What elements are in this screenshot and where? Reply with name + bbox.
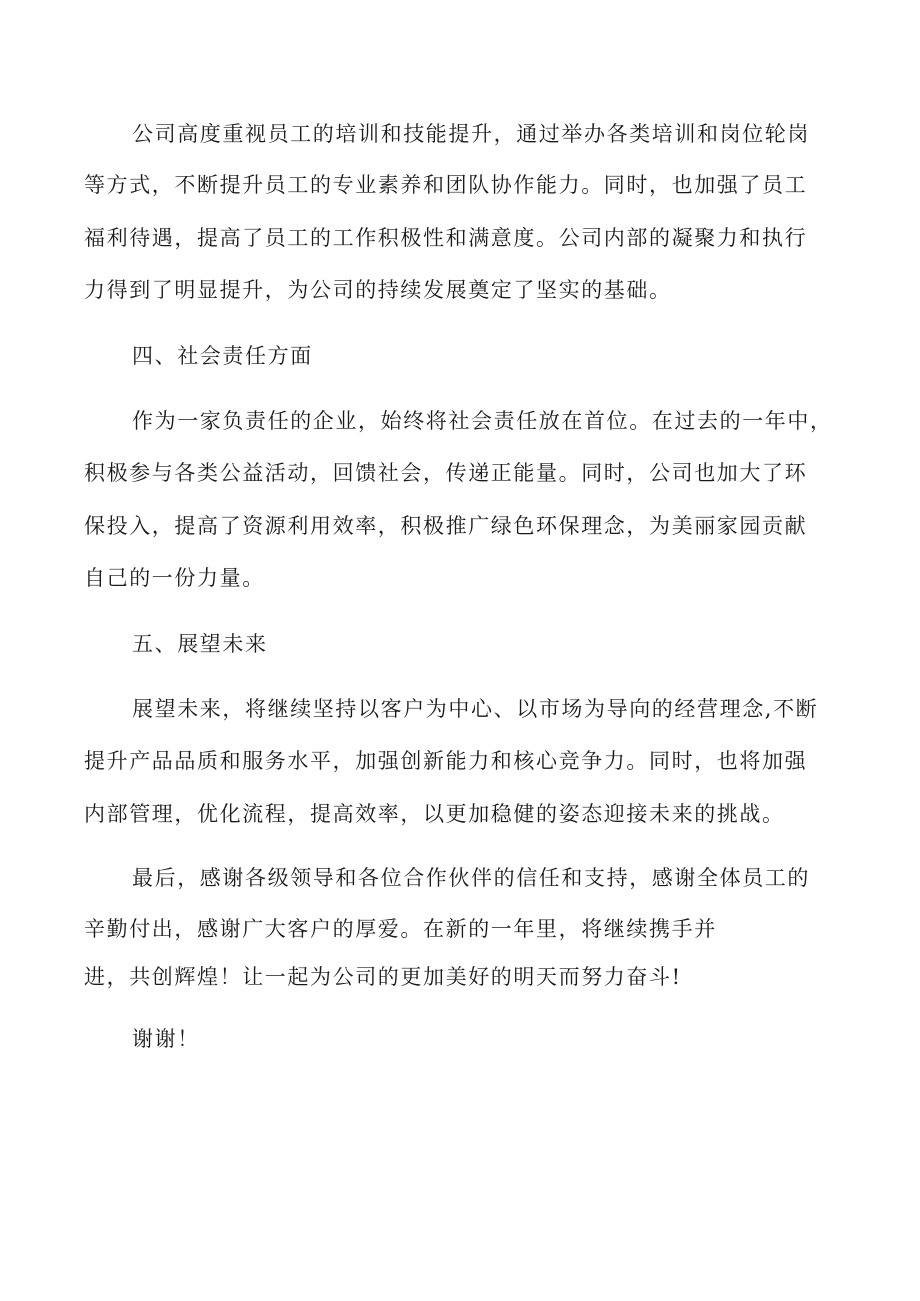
paragraph-outlook-line: 提升产品品质和服务水平，加强创新能力和核心竞争力。同时，也将加强 (84, 749, 808, 773)
paragraph-thanks-line: 辛勤付出，感谢广大客户的厚爱。在新的一年里，将继续携手并 (84, 917, 717, 941)
closing-text: 谢谢！ (132, 1027, 200, 1051)
paragraph-thanks-line: 进，共创辉煌！让一起为公司的更加美好的明天而努力奋斗! (84, 965, 682, 989)
paragraph-thanks-line: 最后，感谢各级领导和各位合作伙伴的信任和支持，感谢全体员工的 (132, 866, 810, 890)
paragraph-staff-line: 力得到了明显提升，为公司的持续发展奠定了坚实的基础。 (84, 278, 672, 302)
paragraph-social-line: 作为一家负责任的企业，始终将社会责任放在首位。在过去的一年中， (132, 409, 833, 433)
paragraph-outlook-line: 展望未来，将继续坚持以客户为中心、以市场为导向的经营理念,不断 (132, 697, 819, 721)
paragraph-staff-line: 等方式，不断提升员工的专业素养和团队协作能力。同时，也加强了员工 (84, 173, 808, 197)
section-heading-social-responsibility: 四、社会责任方面 (132, 344, 313, 368)
paragraph-social-line: 自己的一份力量。 (84, 566, 265, 590)
section-heading-outlook: 五、展望未来 (132, 632, 268, 656)
paragraph-staff-line: 公司高度重视员工的培训和技能提升，通过举办各类培训和岗位轮岗 (132, 122, 810, 146)
paragraph-social-line: 保投入，提高了资源利用效率，积极推广绿色环保理念，为美丽家园贡献 (84, 514, 808, 538)
paragraph-outlook-line: 内部管理，优化流程，提高效率，以更加稳健的姿态迎接未来的挑战。 (84, 802, 785, 826)
paragraph-social-line: 积极参与各类公益活动，回馈社会，传递正能量。同时，公司也加大了环 (84, 461, 808, 485)
paragraph-staff-line: 福利待遇，提高了员工的工作积极性和满意度。公司内部的凝聚力和执行 (84, 226, 808, 250)
